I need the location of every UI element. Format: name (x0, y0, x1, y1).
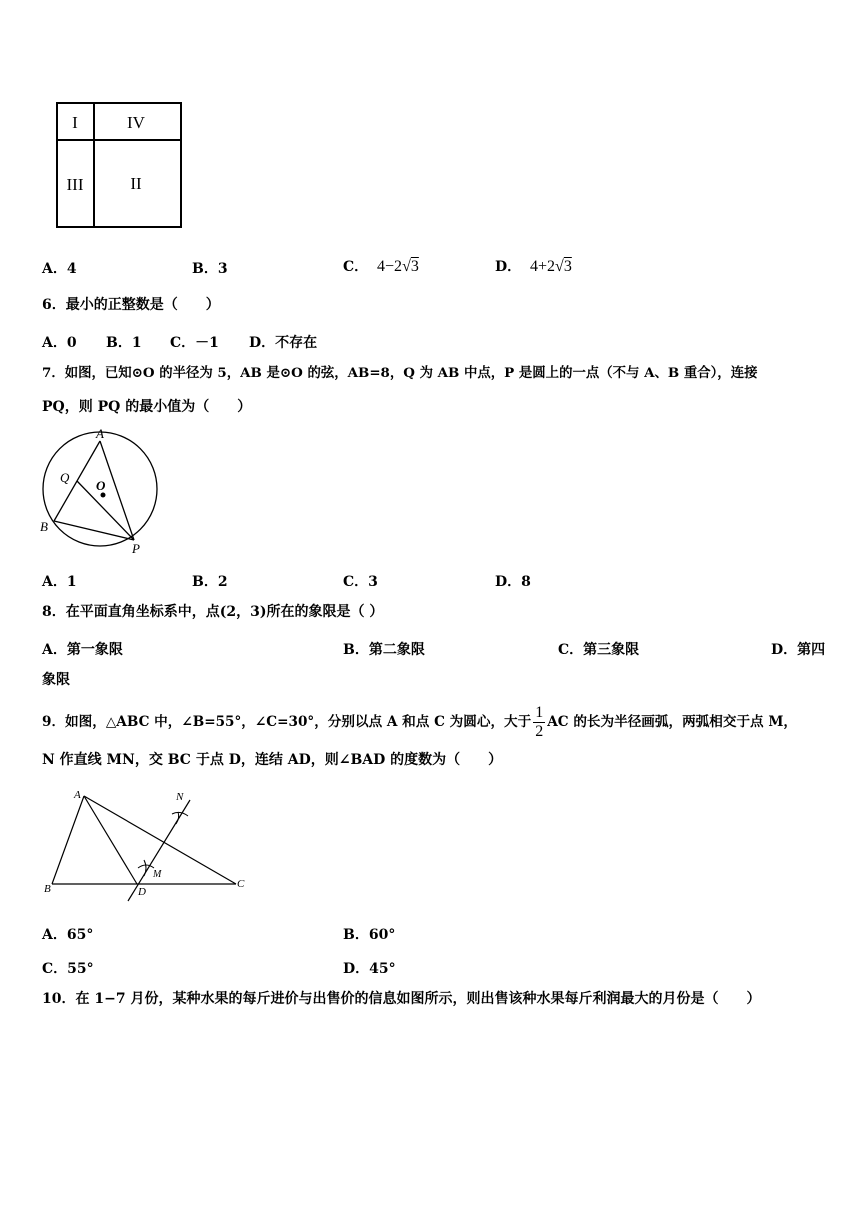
q7-option-b-label: B． (192, 574, 218, 590)
q6-option-a-label: A． (42, 335, 67, 351)
q7-option-d-label: D． (495, 574, 522, 590)
q9-stem-line2: N 作直线 MN，交 BC 于点 D，连结 AD，则∠BAD 的度数为（ ） (42, 752, 503, 768)
q8-stem: 8．在平面直角坐标系中，点(2，3)所在的象限是（ ） (42, 604, 384, 620)
q8-option-d[interactable] (771, 639, 825, 659)
q9-stem-line1 (42, 704, 797, 741)
q5-option-c[interactable] (343, 256, 419, 276)
q7-label-q: Q (60, 470, 70, 485)
q7-label-b: B (40, 519, 48, 534)
q8-option-d-label: D． (771, 642, 798, 658)
q7-option-c-label: C． (343, 574, 369, 590)
q9-option-b-label: B． (343, 927, 369, 943)
q9-fraction (533, 704, 545, 741)
q5-option-b-label: B． (192, 261, 218, 277)
q5-option-d-value: 4+2√3 (530, 258, 572, 275)
q5-option-c-coef: 4−2 (377, 258, 403, 275)
q9-option-b[interactable] (343, 924, 395, 944)
q9-option-a[interactable] (42, 924, 93, 944)
q9-label-b: B (44, 883, 51, 895)
q9-figure (40, 786, 255, 906)
q7-option-a[interactable] (42, 571, 77, 591)
q9-option-c[interactable] (42, 958, 94, 978)
q5-option-d[interactable] (495, 256, 572, 276)
q9-option-a-label: A． (42, 927, 67, 943)
q9-stem-a: 9．如图，△ABC 中，∠B=55°，∠C=30°，分别以点 A 和点 C 为圆心，大于 (42, 714, 532, 730)
q9-label-m: M (153, 869, 162, 880)
q9-label-a: A (74, 789, 81, 801)
q7-option-a-label: A． (42, 574, 67, 590)
q6-option-a[interactable] (42, 332, 77, 352)
q8-option-d-wrap: 象限 (42, 672, 70, 688)
q5-option-a[interactable] (42, 258, 77, 278)
q9-option-b-value: 60° (368, 927, 396, 943)
q8-option-c-label: C． (558, 642, 584, 658)
q8-option-a[interactable] (42, 639, 123, 659)
q6-option-a-value: 0 (66, 335, 77, 351)
q5-option-c-label: C． (343, 259, 369, 275)
q8-option-b-value: 第二象限 (368, 642, 425, 658)
q5-option-d-radicand: 3 (563, 258, 572, 275)
q7-label-o: O (96, 478, 106, 493)
q6-option-c-label: C． (170, 335, 196, 351)
q6-option-d[interactable] (249, 332, 317, 352)
q7-option-c[interactable] (343, 571, 378, 591)
q5-cell-3: III (66, 175, 84, 194)
q5-cell-1: I (72, 113, 78, 132)
q5-option-b-value: 3 (217, 261, 228, 277)
q9-option-a-value: 65° (66, 927, 94, 943)
q8-option-d-value: 第四 (797, 642, 826, 658)
q5-option-d-coef: 4+2 (530, 258, 556, 275)
q5-option-a-label: A． (42, 261, 67, 277)
q6-option-d-value: 不存在 (275, 335, 318, 351)
q7-option-d-value: 8 (521, 574, 531, 590)
q7-option-c-value: 3 (368, 574, 378, 590)
q8-option-a-label: A． (42, 642, 67, 658)
q5-option-d-label: D． (495, 259, 522, 275)
q5-cell-4: IV (127, 113, 145, 132)
q9-frac-den: 2 (535, 723, 544, 740)
q9-label-c: C (237, 878, 245, 890)
q9-option-c-label: C． (42, 961, 68, 977)
q6-option-c-value: －1 (195, 335, 219, 351)
q9-option-d-label: D． (343, 961, 370, 977)
q5-option-c-value: 4−2√3 (377, 258, 419, 275)
q5-option-c-radicand: 3 (410, 258, 419, 275)
q7-option-a-value: 1 (66, 574, 77, 590)
q7-figure (36, 425, 166, 555)
q7-label-p: P (132, 541, 140, 555)
q9-frac-num: 1 (535, 704, 544, 721)
q5-cell-2: II (130, 174, 142, 193)
q7-option-b-value: 2 (217, 574, 228, 590)
q9-label-n: N (176, 791, 184, 803)
q6-option-b[interactable] (106, 332, 142, 352)
q9-option-c-value: 55° (67, 961, 94, 977)
q6-option-b-value: 1 (131, 335, 142, 351)
q9-stem-b: AC 的长为半径画弧，两弧相交于点 M， (547, 714, 798, 730)
q5-figure (56, 102, 184, 230)
q8-option-c[interactable] (558, 639, 639, 659)
q7-label-a: A (96, 426, 104, 441)
q7-stem-line1: 7．如图，已知⊙O 的半径为 5，AB 是⊙O 的弦，AB=8，Q 为 AB 中点，P 是圆上的一点（不与 A、B 重合），连接 (42, 365, 758, 381)
q9-label-d: D (138, 886, 146, 898)
q6-option-d-label: D． (249, 335, 276, 351)
q7-stem-line2: PQ，则 PQ 的最小值为（ ） (42, 399, 252, 415)
q9-option-d-value: 45° (369, 961, 396, 977)
q7-option-d[interactable] (495, 571, 531, 591)
q6-option-c[interactable] (170, 332, 219, 352)
q8-option-c-value: 第三象限 (583, 642, 640, 658)
q8-option-a-value: 第一象限 (66, 642, 123, 658)
q10-stem: 10．在 1−7 月份，某种水果的每斤进价与出售价的信息如图所示，则出售该种水果每斤利润最大的月份是（ ） (42, 991, 761, 1007)
q6-stem: 6．最小的正整数是（ ） (42, 297, 220, 313)
q7-option-b[interactable] (192, 571, 228, 591)
q5-option-b[interactable] (192, 258, 228, 278)
q5-option-a-value: 4 (66, 261, 77, 277)
q8-option-b[interactable] (343, 639, 425, 659)
q6-option-b-label: B． (106, 335, 132, 351)
q9-option-d[interactable] (343, 958, 396, 978)
q8-option-b-label: B． (343, 642, 369, 658)
